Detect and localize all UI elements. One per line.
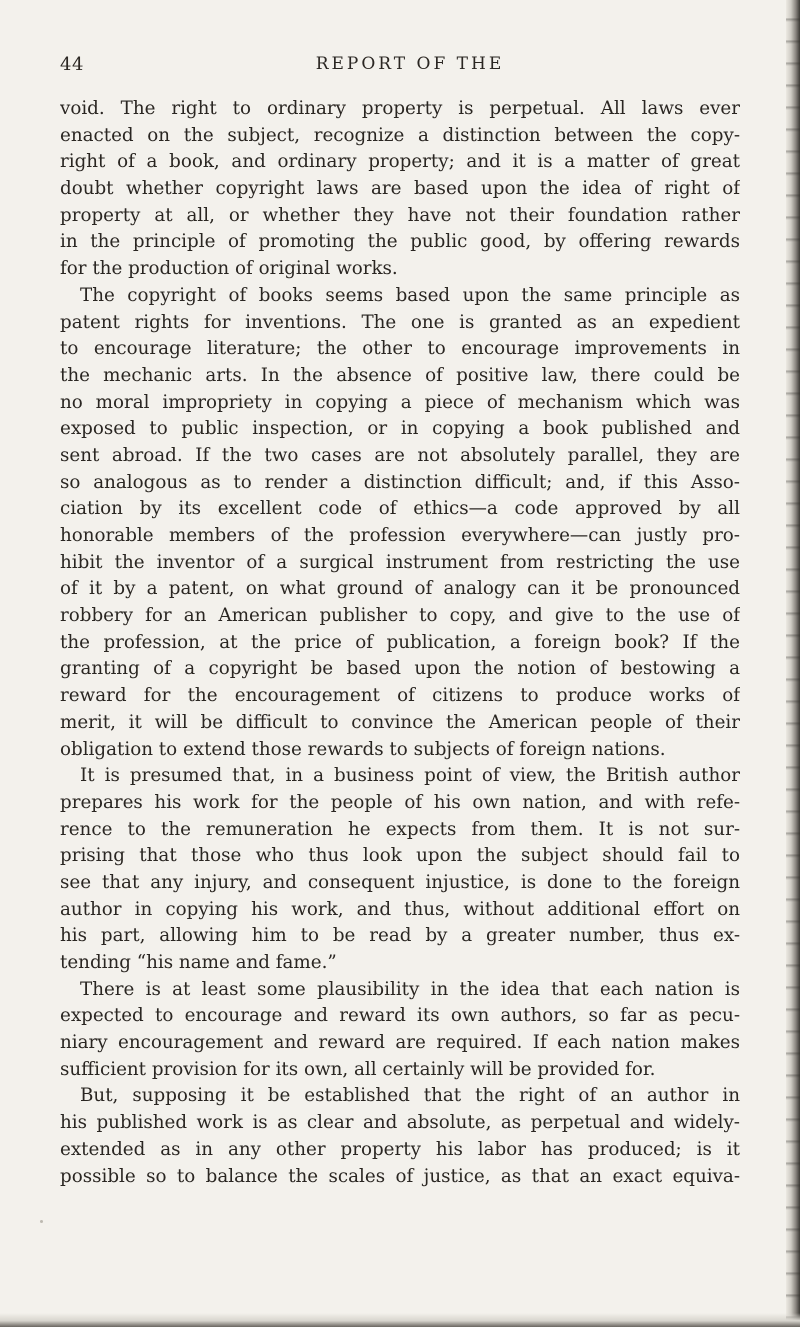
- text-line: tending “his name and fame.”: [60, 952, 337, 973]
- text-line: patent rights for inventions. The one is granted as an expedient: [60, 311, 740, 333]
- text-line: to encourage literature; the other to encourage improvements in: [60, 338, 740, 360]
- text-line: reward for the encouragement of citizens to produce works of: [60, 685, 740, 707]
- text-line: so analogous as to render a distinction difficult; and, if this Asso-: [60, 471, 740, 493]
- text-line: the profession, at the price of publication, a foreign book? If the: [60, 631, 740, 653]
- text-line: in the principle of promoting the public good, by offering rewards: [60, 231, 740, 253]
- page-header: [60, 54, 740, 78]
- text-line: sufficient provision for its own, all certainly will be provided for.: [60, 1058, 656, 1080]
- text-line: prising that those who thus look upon the subject should fail to: [60, 845, 740, 867]
- text-line: his published work is as clear and absolute, as perpetual and widely-: [60, 1112, 740, 1134]
- page-bottom-shadow: [0, 1313, 800, 1327]
- text-line: robbery for an American publisher to copy, and give to the use of: [60, 605, 740, 627]
- text-line: hibit the inventor of a surgical instrument from restricting the use: [60, 551, 740, 573]
- text-line: exposed to public inspection, or in copying a book published and: [60, 418, 740, 440]
- text-line: of it by a patent, on what ground of analogy can it be pronounced: [60, 578, 740, 600]
- text-line: rence to the remuneration he expects from them. It is not sur-: [60, 818, 740, 840]
- page-number: 44: [60, 54, 84, 75]
- text-line: extended as in any other property his labor has produced; is it: [60, 1138, 740, 1160]
- text-line: doubt whether copyright laws are based upon the idea of right of: [60, 178, 740, 200]
- text-line: sent abroad. If the two cases are not absolutely parallel, they are: [60, 444, 740, 466]
- text-line: his part, allowing him to be read by a greater number, thus ex-: [60, 925, 740, 947]
- text-line: merit, it will be difficult to convince the American people of their: [60, 711, 740, 733]
- text-line: expected to encourage and reward its own authors, so far as pecu-: [60, 1005, 740, 1027]
- text-line: author in copying his work, and thus, without additional effort on: [60, 898, 740, 920]
- text-line: the mechanic arts. In the absence of positive law, there could be: [60, 364, 740, 386]
- text-line: niary encouragement and reward are required. If each nation makes: [60, 1032, 740, 1054]
- page-edge-shadow: [786, 0, 800, 1327]
- text-line: prepares his work for the people of his own nation, and with refe-: [60, 791, 740, 813]
- text-line: no moral impropriety in copying a piece of mechanism which was: [60, 391, 740, 413]
- text-line: But, supposing it be established that the right of an author in: [80, 1085, 740, 1107]
- text-line: property at all, or whether they have not their foundation rather: [60, 204, 740, 226]
- text-line: enacted on the subject, recognize a distinction between the copy-: [60, 124, 740, 146]
- running-head: REPORT OF THE: [315, 54, 505, 74]
- text-line: for the production of original works.: [60, 258, 398, 280]
- text-line: granting of a copyright be based upon the notion of bestowing a: [60, 658, 740, 680]
- text-line: see that any injury, and consequent injustice, is done to the foreign: [60, 871, 740, 893]
- text-line: There is at least some plausibility in the idea that each nation is: [80, 978, 740, 1000]
- text-line: void. The right to ordinary property is perpetual. All laws ever: [60, 98, 740, 119]
- text-line: right of a book, and ordinary property; and it is a matter of great: [60, 151, 740, 173]
- text-line: The copyright of books seems based upon the same principle as: [80, 284, 740, 306]
- text-line: honorable members of the profession everywhere—can justly pro-: [60, 525, 740, 546]
- text-line: possible so to balance the scales of justice, as that an exact equiva-: [60, 1165, 740, 1187]
- text-line: ciation by its excellent code of ethics—a code approved by all: [60, 498, 740, 520]
- text-line: It is presumed that, in a business point of view, the British author: [80, 765, 740, 787]
- body-text: [60, 96, 740, 1190]
- paper-speck: [40, 1220, 43, 1223]
- text-line: obligation to extend those rewards to subjects of foreign nations.: [60, 738, 666, 760]
